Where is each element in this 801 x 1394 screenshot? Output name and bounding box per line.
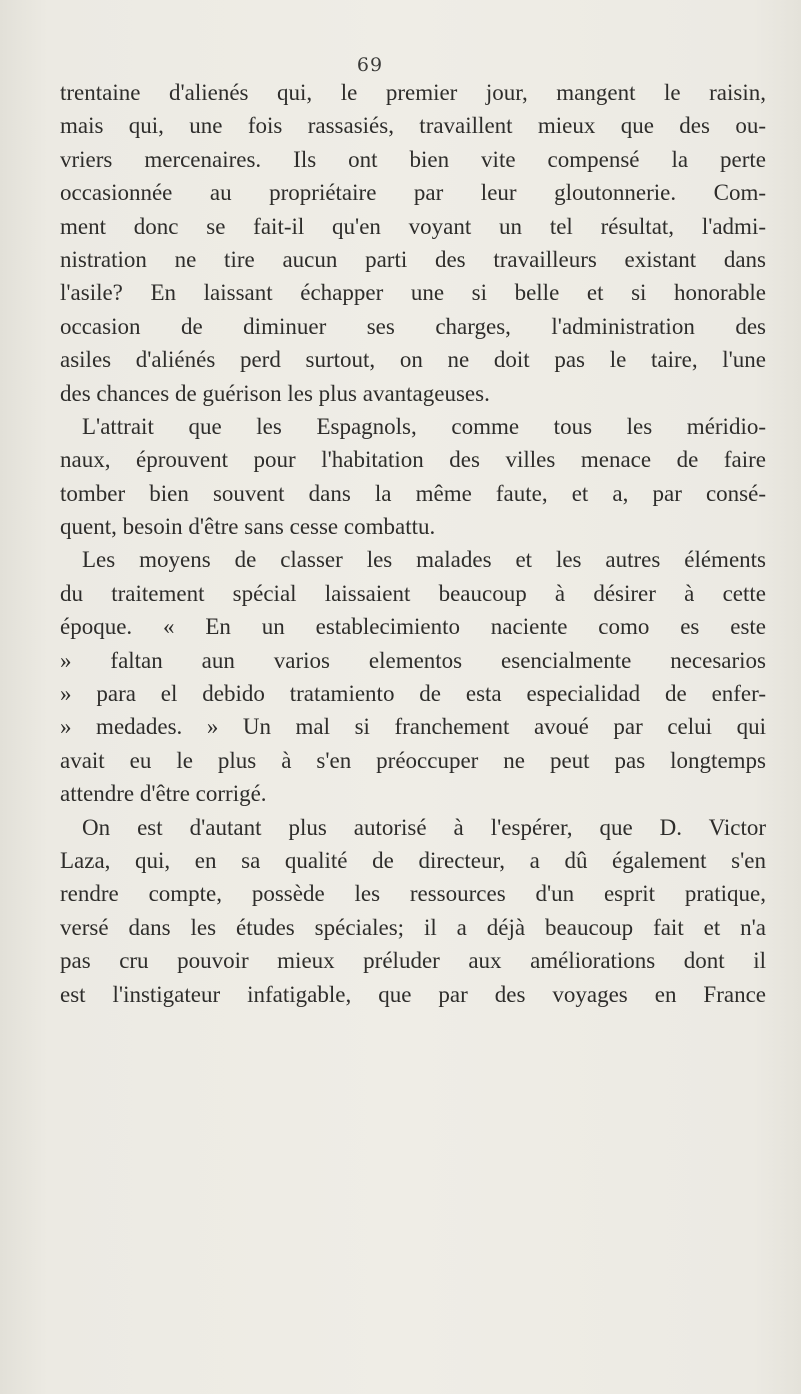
text-line: L'attrait que les Espagnols, comme tous les méridio- bbox=[82, 413, 766, 439]
text-line: versé dans les études spéciales; il a déjà beaucoup fait et n'a bbox=[60, 914, 766, 940]
text-line: époque. « En un establecimiento naciente como es este bbox=[60, 614, 766, 640]
text-line: On est d'autant plus autorisé à l'espérer, que D. Victor bbox=[82, 814, 766, 840]
text-line: rendre compte, possède les ressources d'un esprit pratique, bbox=[60, 881, 766, 907]
text-line: Laza, qui, en sa qualité de directeur, a dû également s'en bbox=[60, 847, 766, 873]
page-number: 69 bbox=[356, 54, 384, 76]
text-line: ment donc se fait-il qu'en voyant un tel résultat, l'admi- bbox=[60, 213, 766, 239]
text-line: vriers mercenaires. Ils ont bien vite compensé la perte bbox=[60, 146, 766, 172]
text-line: mais qui, une fois rassasiés, travaillent mieux que des ou- bbox=[60, 113, 766, 139]
text-line: occasion de diminuer ses charges, l'administration des bbox=[60, 313, 766, 339]
text-line: du traitement spécial laissaient beaucoup à désirer à cette bbox=[60, 580, 766, 606]
text-line: quent, besoin d'être sans cesse combattu. bbox=[60, 514, 436, 540]
text-line: occasionnée au propriétaire par leur gloutonnerie. Com- bbox=[60, 180, 766, 206]
text-line: Les moyens de classer les malades et les autres éléments bbox=[82, 547, 766, 573]
text-line: nistration ne tire aucun parti des travailleurs existant dans bbox=[60, 246, 766, 272]
text-line: » medades. » Un mal si franchement avoué par celui qui bbox=[60, 714, 766, 740]
body-text bbox=[60, 76, 766, 1011]
text-line: tomber bien souvent dans la même faute, et a, par consé- bbox=[60, 480, 766, 506]
text-line: attendre d'être corrigé. bbox=[60, 781, 267, 807]
text-line: des chances de guérison les plus avantageuses. bbox=[60, 380, 490, 406]
text-line: l'asile? En laissant échapper une si belle et si honorable bbox=[60, 280, 766, 306]
text-line: est l'instigateur infatigable, que par des voyages en France bbox=[60, 981, 766, 1007]
text-line: trentaine d'alienés qui, le premier jour, mangent le raisin, bbox=[60, 80, 766, 105]
text-line: asiles d'aliénés perd surtout, on ne doit pas le taire, l'une bbox=[60, 347, 766, 373]
text-line: naux, éprouvent pour l'habitation des villes menace de faire bbox=[60, 447, 766, 473]
text-line: » faltan aun varios elementos esencialmente necesarios bbox=[60, 647, 766, 673]
text-line: » para el debido tratamiento de esta especialidad de enfer- bbox=[60, 681, 766, 707]
text-line: avait eu le plus à s'en préoccuper ne peut pas longtemps bbox=[60, 747, 766, 773]
text-line: pas cru pouvoir mieux préluder aux améliorations dont il bbox=[60, 948, 766, 974]
